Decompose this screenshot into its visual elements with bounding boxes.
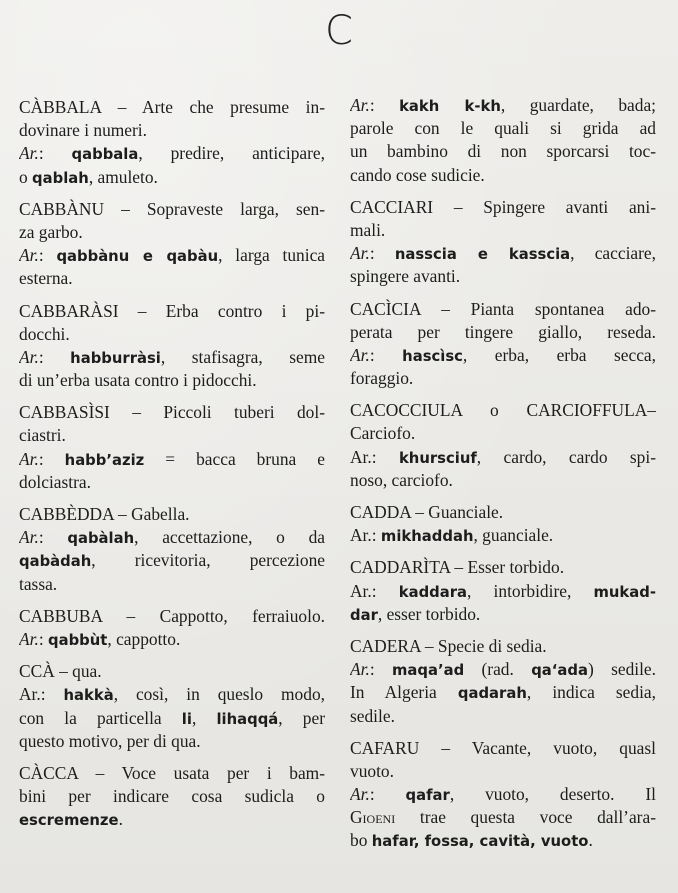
entry-line: spingere avanti. <box>350 266 461 287</box>
entry-line: escremenze. <box>19 809 123 830</box>
entry-line: CADDA – Guanciale. <box>350 502 504 522</box>
entry-line: di un’erba usata contro i pidocchi. <box>19 370 257 391</box>
entry-line: dolciastra. <box>19 471 91 492</box>
entry-cabbala <box>19 96 325 189</box>
entry-line: docchi. <box>19 323 70 344</box>
entry-line: Gioeni trae questa voce dall’ara- <box>350 807 656 828</box>
entry-cacicia <box>350 298 656 391</box>
entry-line: Ar.: hascìsc, erba, erba secca, <box>350 344 656 365</box>
entry-cadda <box>350 501 656 547</box>
entry-line: esterna. <box>19 268 73 289</box>
entry-line: bo hafar, fossa, cavità, vuoto. <box>350 830 593 851</box>
entry-line: bini per indicare cosa sudicla o <box>19 786 325 807</box>
entry-line: Ar.: khursciuf, cardo, cardo spi- <box>350 446 656 467</box>
entry-line: CABBÈDDA – Gabella. <box>19 504 190 524</box>
entry-caddarita <box>350 556 656 626</box>
entry-line: Ar.: kakh k-kh, guardate, bada; <box>350 95 656 115</box>
entry-line: za garbo. <box>19 221 83 242</box>
entry-line: sedile. <box>350 705 395 726</box>
entry-line: CACCIARI – Spingere avanti ani- <box>350 196 656 217</box>
entry-line: o qablah, amuleto. <box>19 166 158 187</box>
entry-line: Ar.: kaddara, intorbidire, mukad- <box>350 580 656 601</box>
right-column <box>350 94 656 862</box>
entry-line: CABBASÌSI – Piccoli tuberi dol- <box>19 402 325 423</box>
entry-line: Carciofo. <box>350 423 416 444</box>
entry-line: mali. <box>350 219 386 240</box>
entry-line: CCÀ – qua. <box>19 661 102 682</box>
entry-line: In Algeria qadarah, indica sedia, <box>350 682 656 703</box>
entry-line: questo motivo, per di qua. <box>19 730 201 751</box>
entry-line: ciastri. <box>19 425 66 446</box>
entry-line: Ar.: qabbùt, cappotto. <box>19 628 181 649</box>
entry-line: CABBARÀSI – Erba contro i pi- <box>19 300 325 321</box>
entry-line: foraggio. <box>350 368 414 389</box>
entry-line: Ar.: qabbala, predire, anticipare, <box>19 143 325 164</box>
entry-line: CACÌCIA – Pianta spontanea ado- <box>350 298 656 319</box>
entry-line: Ar.: mikhaddah, guanciale. <box>350 525 554 546</box>
entry-line: CADERA – Specie di sedia. <box>350 635 547 656</box>
entry-cacca <box>19 762 325 832</box>
left-column <box>19 96 325 840</box>
entry-line: parole con le quali si grida ad <box>350 118 656 139</box>
entry-cabbarasi <box>19 300 325 393</box>
entry-cafaru <box>350 737 656 853</box>
entry-cabbuba <box>19 605 325 651</box>
entry-line: vuoto. <box>350 760 394 781</box>
entry-line: CABBÀNU – Sopraveste larga, sen- <box>19 198 325 219</box>
entry-line: CÀCCA – Voce usata per i bam- <box>19 762 325 783</box>
entry-cabbanu <box>19 198 325 291</box>
entry-line: cando cose sudicie. <box>350 164 485 185</box>
entry-line: CADDARÌTA – Esser torbido. <box>350 557 565 578</box>
entry-line: perata per tingere giallo, reseda. <box>350 321 656 342</box>
entry-line: noso, carciofo. <box>350 469 453 490</box>
entry-line: dovinare i numeri. <box>19 120 147 141</box>
entry-cacciari <box>350 196 656 289</box>
entry-line: Ar.: habb’aziz = bacca bruna e <box>19 448 325 469</box>
entry-cca <box>19 660 325 753</box>
entry-cadera <box>350 635 656 728</box>
entry-line: tassa. <box>19 573 58 594</box>
entry-cabbedda <box>19 503 325 596</box>
entry-cont <box>350 94 656 187</box>
entry-line: Ar.: maqa’ad (rad. qa‘ada) sedile. <box>350 659 656 680</box>
entry-line: Ar.: habburràsi, stafisagra, seme <box>19 346 325 367</box>
entry-line: CÀBBALA – Arte che presume in- <box>19 97 325 117</box>
entry-line: CABBUBA – Cappotto, ferraiuolo. <box>19 605 325 626</box>
entry-cacocciula <box>350 399 656 492</box>
section-letter: C <box>325 8 353 54</box>
entry-line: Ar.: nasscia e kasscia, cacciare, <box>350 243 656 264</box>
entry-line: Ar.: hakkà, così, in queslo modo, <box>19 684 325 705</box>
entry-line: Ar.: qafar, vuoto, deserto. Il <box>350 784 656 805</box>
entry-line: Ar.: qabàlah, accettazione, o da <box>19 527 325 548</box>
entry-line: qabàdah, ricevitoria, percezione <box>19 550 325 571</box>
entry-line: Ar.: qabbànu e qabàu, larga tunica <box>19 245 325 266</box>
entry-cabbasisi <box>19 401 325 494</box>
entry-line: un bambino di non sporcarsi toc- <box>350 141 656 162</box>
entry-line: con la particella li, lihaqqá, per <box>19 707 325 728</box>
entry-line: CAFARU – Vacante, vuoto, quasl <box>350 737 656 758</box>
entry-line: dar, esser torbido. <box>350 603 481 624</box>
entry-line: CACOCCIULA o CARCIOFFULA– <box>350 400 656 421</box>
